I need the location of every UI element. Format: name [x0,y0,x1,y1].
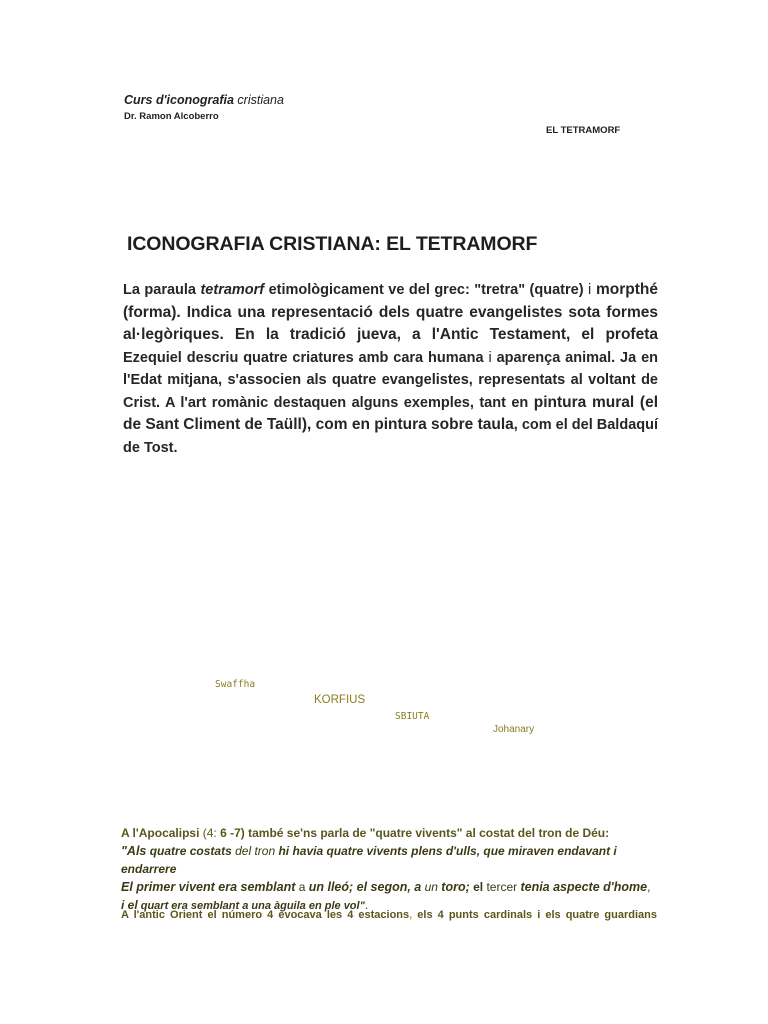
intro-text: Ezequiel descriu quatre criatures amb cara humana [123,349,489,366]
running-title: EL TETRAMORF [546,125,621,136]
page-title: ICONOGRAFIA CRISTIANA: EL TETRAMORF [127,233,538,255]
apoc-text: A l'Apocalipsi [121,826,203,840]
apoc-text: tercer [486,880,521,894]
intro-text: , com el del Baldaquí de Tost. [123,417,659,456]
apoc-text: 6 -7) també se'ns parla de "quatre vivents" al costat del tron de Déu: [220,826,610,840]
intro-text: , com en pintura sobre taula [307,416,514,433]
apoc-text: del tron [235,844,279,858]
apocalypse-line-2 [121,842,657,878]
apoc-text: El primer vivent era semblant [121,880,296,894]
apoc-text: hi havia quatre vivents plens d'ulls, que miraven endavant i endarrere [121,844,617,876]
orient-text: i [537,909,541,921]
intro-text: etimològicament ve del grec: "tretra" (quatre) [264,282,589,298]
intro-text: La paraula [123,282,201,298]
apoc-text: i el [121,898,138,912]
intro-text: (forma). Indica una representació dels quatre evangelistes sota formes al·legòriques. En la tradició jueva, a l'Antic Testament, el profeta [123,303,658,343]
course-name [124,93,284,107]
figure-label-swaffha: Swaffha [215,679,256,690]
orient-text: , [409,909,413,921]
apoc-text: , [647,880,651,894]
orient-text: A l'antic Orient [121,909,203,921]
apoc-text: . [364,898,369,912]
orient-text: els 4 punts cardinals [412,909,538,921]
intro-text: aparença animal. Ja en l'Edat mitjana, s'associen als quatre evangelistes, representats al voltant de Crist. A l'art romànic destaquen alguns exemples, tant en [123,349,658,411]
orient-text: el número 4 evocava les 4 estacions [202,909,410,921]
intro-term: tetramorf [200,282,265,298]
author-name: Dr. Ramon Alcoberro [124,111,219,122]
apoc-text: toro; [441,880,470,894]
apoc-text: "Als [121,844,147,858]
apoc-text: (4: [202,826,221,840]
apoc-text: el [469,880,487,894]
intro-text: i [488,349,492,366]
intro-paragraph [123,279,658,459]
apoc-text: un lleó; el segon, a [308,880,422,894]
figure-label-korfius: KORFIUS [314,694,366,706]
apocalypse-line-1 [121,824,657,842]
orient-paragraph [121,909,657,921]
intro-text: morpthé [591,281,659,298]
figure-label-sbiuta: SBIUTA [395,711,430,722]
apoc-text: tenia aspecte d'home [520,880,648,894]
intro-text: i [588,282,592,298]
orient-text: els quatre guardians [540,909,657,921]
apoc-text: quart era semblant a una àguila en ple vol" [137,900,365,912]
course-name-rest: cristiana [233,93,284,107]
apoc-text: un [421,880,442,894]
apocalypse-line-3 [121,878,657,896]
apocalypse-paragraph [121,824,657,915]
apoc-text: quatre costats [146,844,236,858]
course-name-bold: Curs d'iconografia [124,93,234,107]
intro-text: pintura mural (el de Sant Climent de Taüll) [123,393,658,433]
figure-label-johanary: Johanary [493,724,535,735]
apoc-text: a [295,880,309,894]
